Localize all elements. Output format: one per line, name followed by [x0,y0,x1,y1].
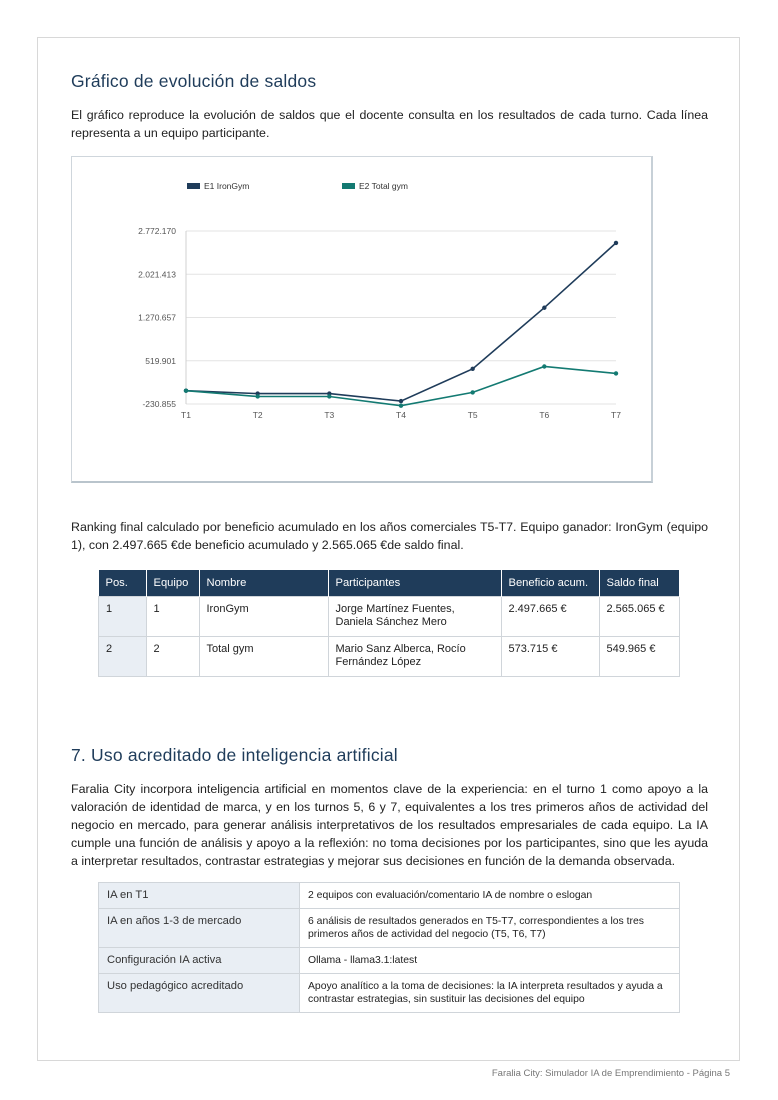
cell-profit: 573.715 € [501,637,599,677]
cell-pos: 1 [99,597,147,637]
table-row [99,909,680,948]
col-header-name: Nombre [199,570,328,597]
ai-usage-table [98,882,680,1013]
data-point [399,399,403,403]
chart-svg [72,157,654,484]
ranking-table [98,570,680,677]
x-tick-label: T6 [539,410,550,420]
cell-balance: 549.965 € [599,637,680,677]
ai-intro-paragraph: Faralia City incorpora inteligencia artificial en momentos clave de la experiencia: en el turno 1 como apoyo a la valoración de identidad de marca, y en los turnos 5, 6 y 7, equivalentes a los tres primeros años de actividad del negocio en mercado, para generar análisis interpretativos de los resultados empresariales de cada equipo. La IA cumple una función de análisis y apoyo a la reflexión: no toma decisiones por los participantes, sino que les ayuda a interpretar resultados, contrastar estrategias y mejorar sus decisiones en función de la demanda observada. [71,782,708,868]
section-title-ai: 7. Uso acreditado de inteligencia artificial [71,745,398,765]
table-row [99,883,680,909]
cell-pos: 2 [99,637,147,677]
cell-team: 2 [146,637,199,677]
cell-value: 2 equipos con evaluación/comentario IA de nombre o eslogan [300,883,680,909]
table-row [99,597,680,637]
col-header-profit: Beneficio acum. [501,570,599,597]
data-point [184,389,188,393]
data-point [542,364,546,368]
cell-participants: Jorge Martínez Fuentes, Daniela Sánchez Mero [328,597,501,637]
x-tick-label: T3 [324,410,335,420]
cell-balance: 2.565.065 € [599,597,680,637]
cell-key: Uso pedagógico acreditado [99,974,300,1013]
table-row [99,637,680,677]
x-tick-label: T1 [181,410,191,420]
data-point [255,394,259,398]
legend-label: E2 Total gym [359,181,408,191]
cell-profit: 2.497.665 € [501,597,599,637]
col-header-team: Equipo [146,570,199,597]
chart-intro-paragraph: El gráfico reproduce la evolución de saldos que el docente consulta en los resultados de cada turno. Cada línea representa a un equipo participante. [71,108,708,140]
data-point [470,367,474,371]
col-header-balance: Saldo final [599,570,680,597]
cell-value: Apoyo analítico a la toma de decisiones: la IA interpreta resultados y ayuda a contrastar estrategias, sin sustituir las decisiones del equipo [300,974,680,1013]
legend-label: E1 IronGym [204,181,250,191]
data-point [542,306,546,310]
cell-key: IA en T1 [99,883,300,909]
cell-value: Ollama - llama3.1:latest [300,948,680,974]
series-line [186,243,616,401]
ranking-header-row [99,570,680,597]
x-tick-label: T7 [611,410,621,420]
cell-name: Total gym [199,637,328,677]
cell-name: IronGym [199,597,328,637]
section-title-chart: Gráfico de evolución de saldos [71,71,317,91]
y-tick-label: 2.772.170 [138,226,176,236]
cell-key: IA en años 1-3 de mercado [99,909,300,948]
legend-swatch [187,183,200,189]
cell-value: 6 análisis de resultados generados en T5-T7, correspondientes a los tres primeros años de actividad del negocio (T5, T6, T7) [300,909,680,948]
x-tick-label: T4 [396,410,406,420]
page-footer: Faralia City: Simulador IA de Emprendimiento - Página 5 [491,1068,730,1079]
cell-participants: Mario Sanz Alberca, Rocío Fernández López [328,637,501,677]
legend-swatch [342,183,355,189]
y-tick-label: 1.270.657 [138,312,176,323]
y-tick-label: 2.021.413 [138,269,176,280]
y-tick-label: 519.901 [145,355,176,366]
table-row [99,974,680,1013]
x-tick-label: T2 [252,410,263,420]
table-row [99,948,680,974]
x-tick-label: T5 [467,410,478,420]
ranking-intro-paragraph: Ranking final calculado por beneficio acumulado en los años comerciales T5-T7. Equipo ganador: IronGym (equipo 1), con 2.497.665 €de beneficio acumulado y 2.565.065 €de saldo final. [71,520,708,552]
data-point [614,241,618,245]
col-header-pos: Pos. [99,570,147,597]
cell-team: 1 [146,597,199,637]
col-header-participants: Participantes [328,570,501,597]
balance-chart [71,156,653,483]
data-point [470,390,474,394]
data-point [614,371,618,375]
cell-key: Configuración IA activa [99,948,300,974]
data-point [399,403,403,407]
y-tick-label: -230.855 [142,399,176,409]
data-point [327,394,331,398]
